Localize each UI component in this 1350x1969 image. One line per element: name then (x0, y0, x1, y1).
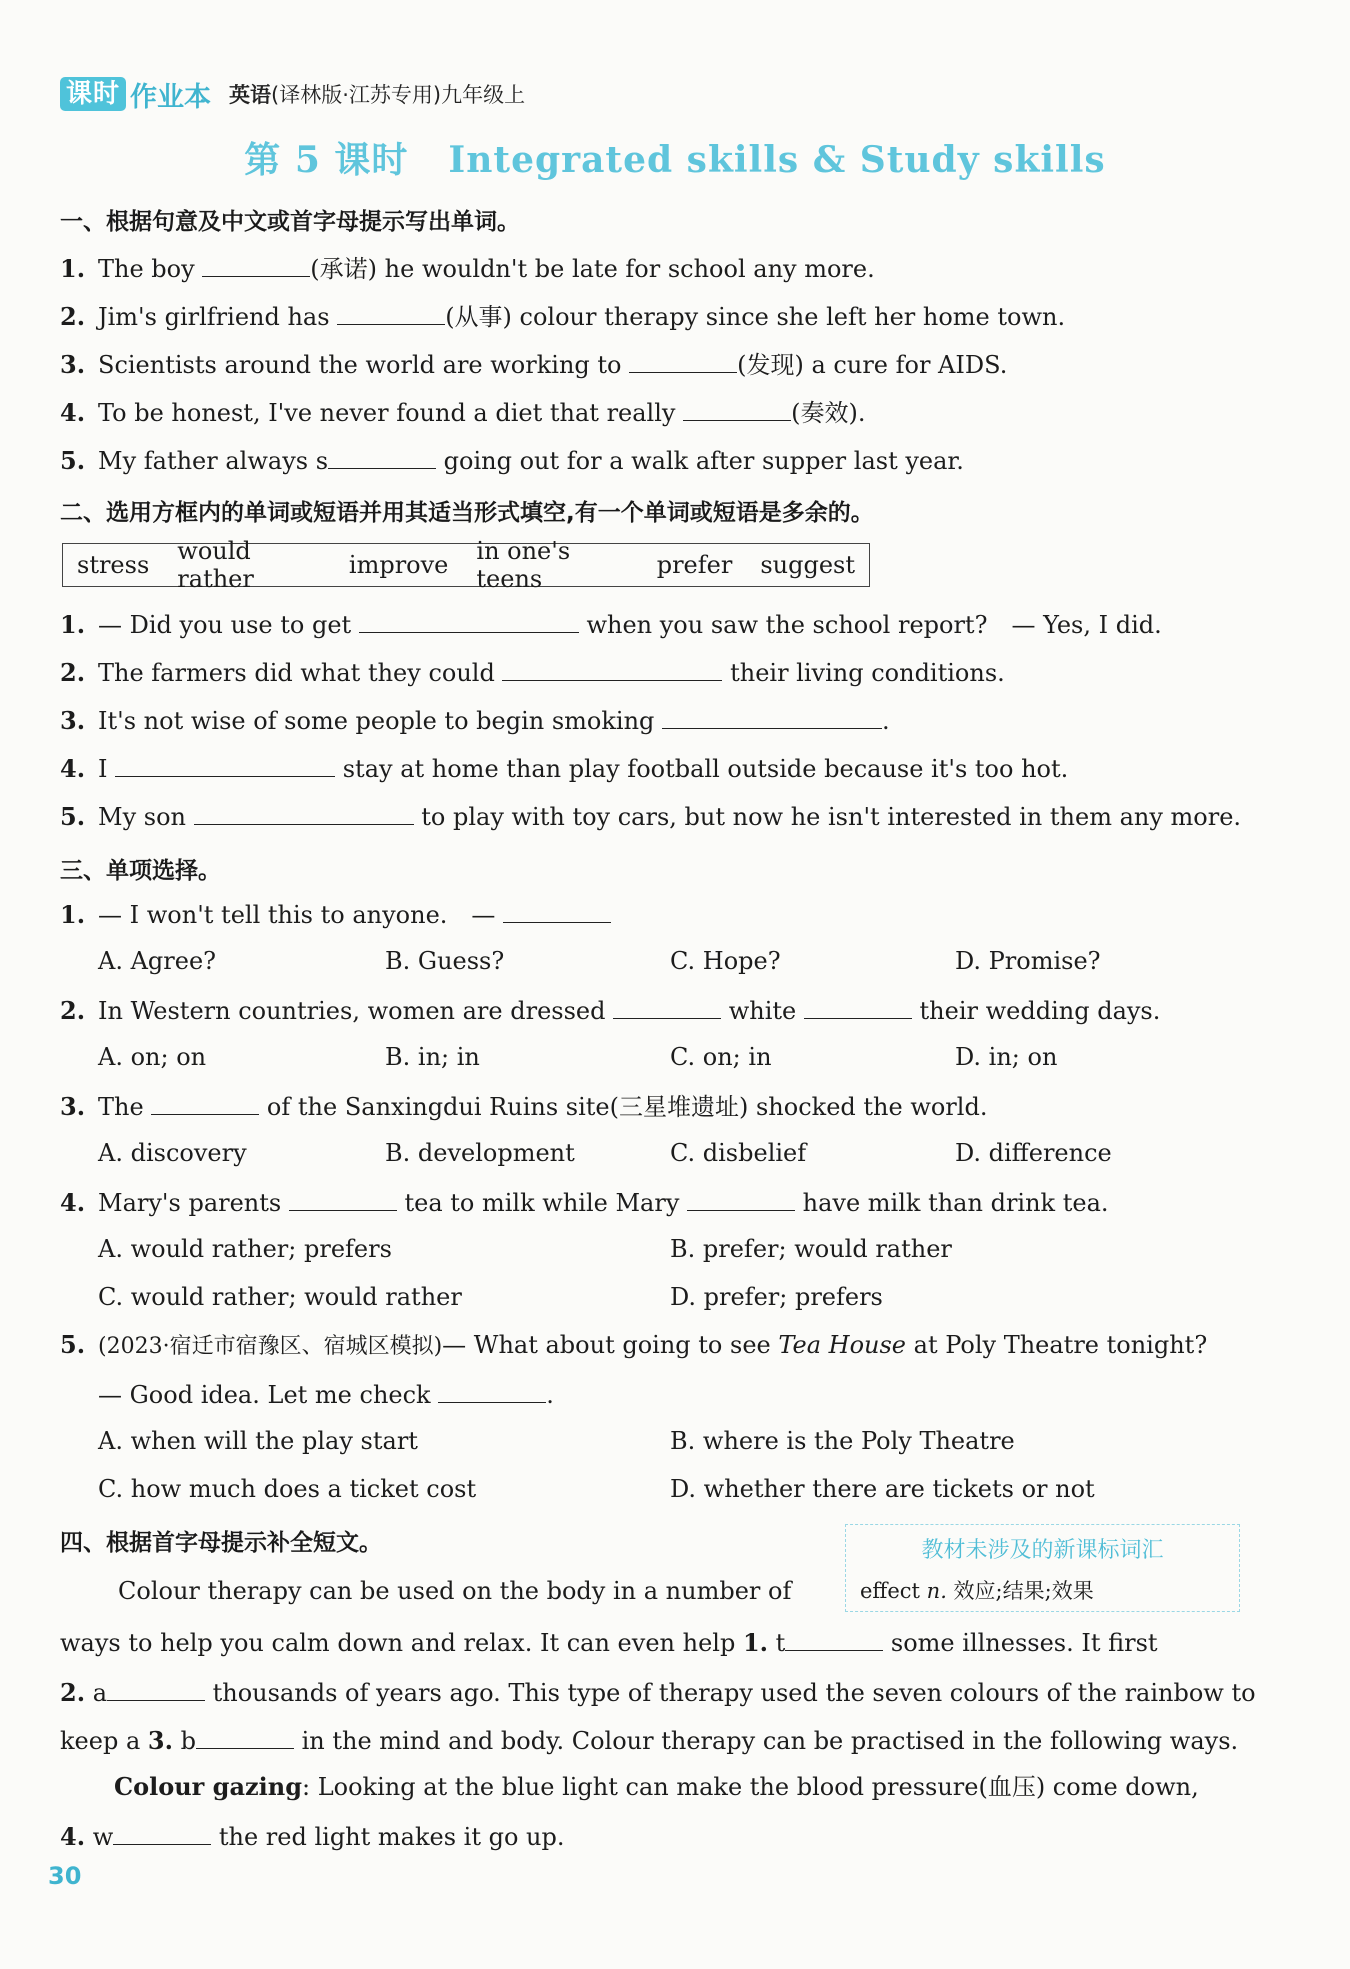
passage-line-5: Colour gazing: Looking at the blue light can make the blood pressure(血压) come down, (114, 1772, 1199, 1801)
option-b[interactable]: B. prefer; would rather (670, 1235, 952, 1263)
s1-item-3: 3. Scientists around the world are working to (发现) a cure for AIDS. (60, 350, 1008, 379)
answer-blank[interactable] (151, 1090, 259, 1115)
answer-blank[interactable] (613, 994, 721, 1019)
word-option: prefer (656, 551, 733, 579)
subject-label: 英语(译林版·江苏专用)九年级上 (229, 83, 526, 107)
s2-item-5: 5. My son to play with toy cars, but now he isn't interested in them any more. (60, 802, 1242, 831)
section-3-heading: 三、单项选择。 (60, 858, 221, 884)
answer-blank[interactable] (785, 1626, 883, 1651)
vocab-note-box (845, 1524, 1240, 1612)
option-c[interactable]: C. disbelief (670, 1139, 807, 1167)
option-c[interactable]: C. on; in (670, 1043, 772, 1071)
option-a[interactable]: A. Agree? (98, 947, 217, 975)
s2-item-3: 3. It's not wise of some people to begin smoking . (60, 706, 890, 735)
option-a[interactable]: A. when will the play start (98, 1427, 418, 1455)
option-d[interactable]: D. difference (955, 1139, 1112, 1167)
vocab-note-entry: effect n. 效应;结果;效果 (860, 1579, 1094, 1603)
option-c[interactable]: C. how much does a ticket cost (98, 1475, 477, 1503)
passage-line-3: 2. a thousands of years ago. This type of therapy used the seven colours of the rainbow to (60, 1678, 1256, 1707)
s2-item-4: 4. I stay at home than play football outside because it's too hot. (60, 754, 1069, 783)
section-4-heading: 四、根据首字母提示补全短文。 (60, 1530, 382, 1556)
page-header (60, 76, 525, 112)
option-a[interactable]: A. on; on (98, 1043, 207, 1071)
answer-blank[interactable] (107, 1676, 205, 1701)
answer-blank[interactable] (503, 898, 611, 923)
s1-item-5: 5. My father always s going out for a walk after supper last year. (60, 446, 964, 475)
s1-item-4: 4. To be honest, I've never found a diet that really (奏效). (60, 398, 866, 427)
page-number: 30 (48, 1862, 82, 1890)
answer-blank[interactable] (337, 300, 445, 325)
answer-blank[interactable] (359, 608, 579, 633)
answer-blank[interactable] (113, 1820, 211, 1845)
option-d[interactable]: D. in; on (955, 1043, 1058, 1071)
answer-blank[interactable] (196, 1724, 294, 1749)
answer-blank[interactable] (202, 252, 310, 277)
lesson-title: 第 5 课时 Integrated skills & Study skills (244, 139, 1106, 181)
s3-q2: 2. In Western countries, women are dressed white their wedding days. (60, 996, 1161, 1025)
option-b[interactable]: B. where is the Poly Theatre (670, 1427, 1015, 1455)
logo-highlight: 课时 (60, 77, 126, 111)
s2-item-1: 1. — Did you use to get when you saw the school report? — Yes, I did. (60, 610, 1162, 639)
answer-blank[interactable] (328, 444, 436, 469)
option-a[interactable]: A. would rather; prefers (98, 1235, 392, 1263)
section-2-heading: 二、选用方框内的单词或短语并用其适当形式填空,有一个单词或短语是多余的。 (60, 500, 874, 526)
s3-q4: 4. Mary's parents tea to milk while Mary have milk than drink tea. (60, 1188, 1109, 1217)
question-source: (2023·宿迁市宿豫区、宿城区模拟) (98, 1334, 443, 1359)
option-b[interactable]: B. development (385, 1139, 575, 1167)
passage-line-4: keep a 3. b in the mind and body. Colour therapy can be practised in the following ways. (60, 1726, 1239, 1755)
s2-item-2: 2. The farmers did what they could their living conditions. (60, 658, 1005, 687)
option-a[interactable]: A. discovery (98, 1139, 247, 1167)
option-d[interactable]: D. Promise? (955, 947, 1101, 975)
word-option: improve (348, 551, 449, 579)
answer-blank[interactable] (502, 656, 722, 681)
option-b[interactable]: B. in; in (385, 1043, 480, 1071)
vocab-note-title: 教材未涉及的新课标词汇 (921, 1538, 1164, 1563)
word-option: in one's teens (476, 537, 571, 593)
answer-blank[interactable] (438, 1378, 546, 1403)
option-c[interactable]: C. Hope? (670, 947, 781, 975)
option-d[interactable]: D. prefer; prefers (670, 1283, 883, 1311)
s3-q1: 1. — I won't tell this to anyone. — (60, 898, 611, 930)
option-c[interactable]: C. would rather; would rather (98, 1283, 462, 1311)
answer-blank[interactable] (683, 396, 791, 421)
s1-item-2: 2. Jim's girlfriend has (从事) colour therapy since she left her home town. (60, 302, 1066, 331)
option-b[interactable]: B. Guess? (385, 947, 505, 975)
word-box (62, 537, 870, 593)
word-option: suggest (760, 551, 855, 579)
option-d[interactable]: D. whether there are tickets or not (670, 1475, 1095, 1503)
s3-q5: 5. (2023·宿迁市宿豫区、宿城区模拟)— What about going to see Tea House at Poly Theatre tonight? (60, 1330, 1208, 1359)
logo-text: 作业本 (130, 81, 212, 113)
passage-line-1: Colour therapy can be used on the body in a number of (118, 1577, 792, 1605)
passage-line-6: 4. w the red light makes it go up. (60, 1822, 565, 1851)
s3-q5-line2: — Good idea. Let me check . (98, 1378, 554, 1410)
s3-q3: 3. The of the Sanxingdui Ruins site(三星堆遗址) shocked the world. (60, 1092, 988, 1121)
section-1-heading: 一、根据句意及中文或首字母提示写出单词。 (60, 209, 520, 235)
answer-blank[interactable] (194, 800, 414, 825)
s1-item-1: 1. The boy (承诺) he wouldn't be late for school any more. (60, 254, 875, 283)
word-option: stress (77, 551, 150, 579)
answer-blank[interactable] (289, 1186, 397, 1211)
answer-blank[interactable] (629, 348, 737, 373)
answer-blank[interactable] (662, 704, 882, 729)
passage-line-2: ways to help you calm down and relax. It can even help 1. t some illnesses. It first (60, 1628, 1158, 1657)
answer-blank[interactable] (115, 752, 335, 777)
answer-blank[interactable] (687, 1186, 795, 1211)
answer-blank[interactable] (804, 994, 912, 1019)
word-option: would rather (177, 537, 254, 593)
